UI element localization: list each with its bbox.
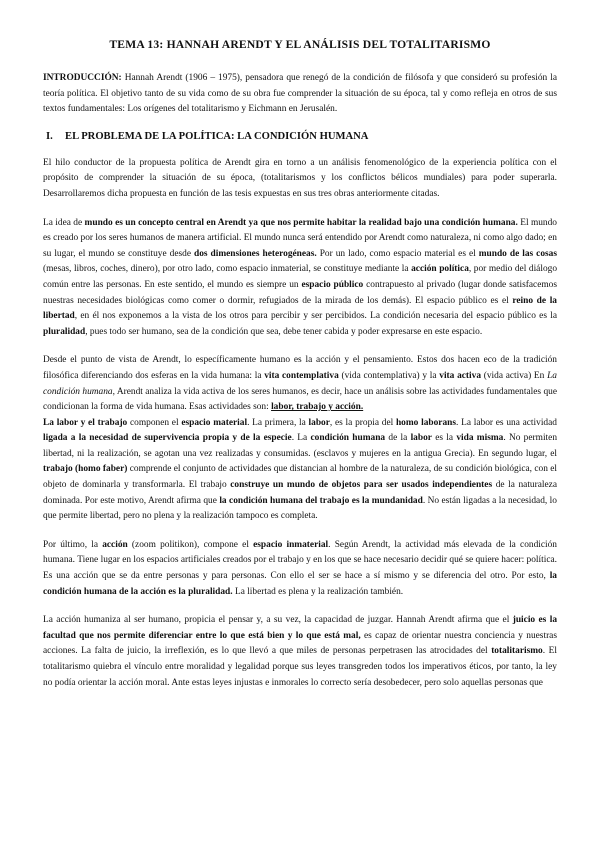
section-number: I. <box>46 130 53 142</box>
document-title: TEMA 13: HANNAH ARENDT Y EL ANÁLISIS DEL TOTALITARISMO <box>109 38 491 51</box>
paragraph-1: El hilo conductor de la propuesta política de Arendt gira en torno a un análisis fenomenológico de la experiencia política con el propósito de comprender la situación de su época, (totalitarismos y los conflictos bélicos mundiales) para poder superarla. Desarrollaremos dicha propuesta en función de las tesis expuestas en sus tres obras anteriormente citadas. <box>43 157 557 199</box>
intro-label: INTRODUCCIÓN: <box>43 73 122 83</box>
section-title: EL PROBLEMA DE LA POLÍTICA: LA CONDICIÓN HUMANA <box>65 130 369 142</box>
paragraph-2: La idea de mundo es un concepto central en Arendt ya que nos permite habitar la realidad bajo una condición humana. El mundo es creado por los seres humanos de manera artificial. El mundo nunca será entendido por Arendt como naturaleza, ni como algo dado; en su lugar, el mundo se constituye desde dos dimensiones heterogéneas. Por un lado, como espacio material es el mundo de las cosas (mesas, libros, coches, dinero), por otro lado, como espacio inmaterial, se constituye mediante la acción política, por medio del diálogo común entre las personas. En este sentido, el mundo es siempre un espacio público contrapuesto al privado (lugar donde satisfacemos nuestras necesidades biológicas como comer o dormir, refugiados de la mirada de los demás). El espacio público es el reino de la libertad, en él nos exponemos a la vista de los otros para percibir y ser percibidos. La condición necesaria del espacio público es la pluralidad, pues todo ser humano, sea de la condición que sea, debe tener cabida y poder expresarse en este espacio. <box>43 217 558 337</box>
paragraph-6: La acción humaniza al ser humano, propicia el pensar y, a su vez, la capacidad de juzgar. Hannah Arendt afirma que el juicio es la facultad que nos permite diferenciar entre lo que está bien y lo que está mal, es capaz de orientar nuestra conciencia y nuestras acciones. La falta de juicio, la irreflexión, es lo que llevó a que miles de personas perpetrasen las atrocidades del totalitarismo. El totalitarismo quiebra el vínculo entre moralidad y legalidad porque sus leyes transgreden todos los imperativos éticos, por tanto, la ley no podía orientar la acción moral. Ante estas leyes injustas e inmorales lo correcto sería desobedecer, pero solo aquellas personas que <box>43 615 558 688</box>
paragraph-4: La labor y el trabajo componen el espacio material. La primera, la labor, es la propia del homo laborans. La labor es una actividad ligada a la necesidad de supervivencia propia y de la especie. La condición humana de la labor es la vida misma. No permiten libertad, ni la realización, se agotan una vez realizadas y consumidas. (esclavos y mujeres en la antigua Grecia). En segundo lugar, el trabajo (homo faber) comprende el conjunto de actividades que distancian al hombre de la naturaleza, de su condición biológica, con el objeto de dominarla y transformarla. El trabajo construye un mundo de objetos para ser usados independientes de la naturaleza dominada. Por este motivo, Arendt afirma que la condición humana del trabajo es la mundanidad. No están ligadas a la necesidad, lo que permite libertad, pero no plena y la realización tampoco es completa. <box>43 417 558 522</box>
section-heading <box>43 131 557 142</box>
intro-paragraph: INTRODUCCIÓN: Hannah Arendt (1906 – 1975), pensadora que renegó de la condición de filósofa y que consideró su profesión la teoría política. El objetivo tanto de su vida como de su obra fue comprender la situación de su época, tal y como refleja en otros de sus textos fundamentales: Los orígenes del totalitarismo y Eichmann en Jerusalén. <box>43 73 557 115</box>
paragraph-5: Por último, la acción (zoom politikon), compone el espacio inmaterial. Según Arendt, la actividad más elevada de la condición humana. Tiene lugar en los espacios artificiales creados por el trabajo y en los que se hace necesario decidir qué se quiere hacer: política. Es una acción que se da entre personas y para personas. Con ello el ser se hace a sí mismo y se diferencia del otro. Por esto, la condición humana de la acción es la pluralidad. La libertad es plena y la realización también. <box>43 539 557 597</box>
document-body <box>43 38 557 704</box>
paragraph-3: Desde el punto de vista de Arendt, lo específicamente humano es la acción y el pensamiento. Estos dos hacen eco de la tradición filosófica diferenciando dos esferas en la vida humana: la vita contemplativa (vida contemplativa) y la vita activa (vida activa) En La condición humana, Arendt analiza la vida activa de los seres humanos, es decir, hace un análisis sobre las actividades fundamentales que condicionan la forma de vida humana. Esas actividades son: labor, trabajo y acción. <box>43 355 557 413</box>
